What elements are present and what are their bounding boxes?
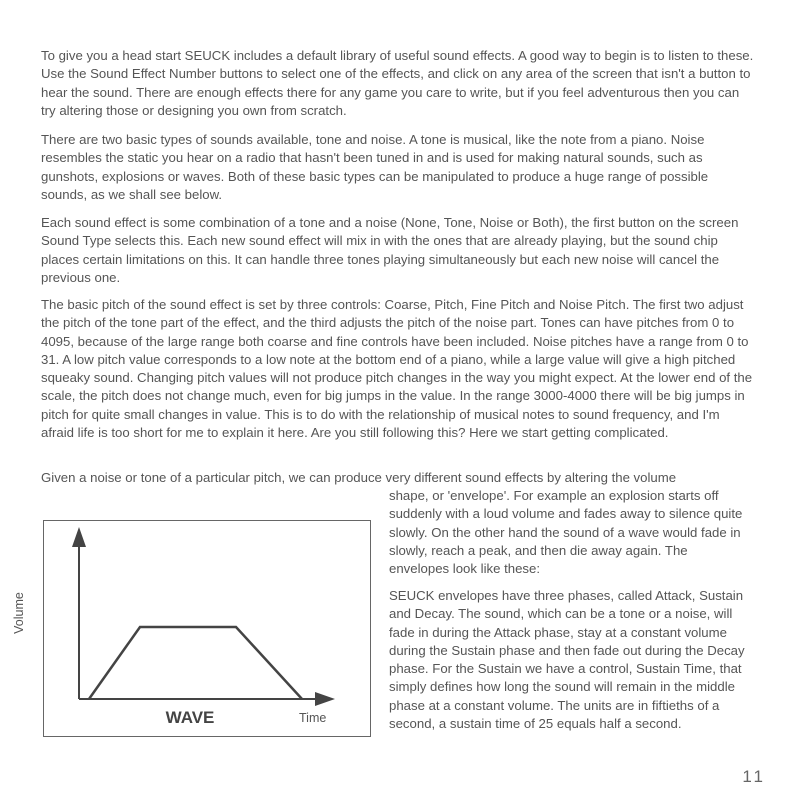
paragraph-envelope-phases: SEUCK envelopes have three phases, called Attack, Sustain and Decay. The sound, which can be a tone or a noise, will fade in during the Attack phase, stay at a constant volume during the Sustain phase and then fade out during the Decay phase. For the Sustain we have a control, Sustain Time, that simply defines how long the sound will remain in the middle phase at a constant volume. The units are in fiftieths of a second, a sustain time of 25 equals half a second.: [389, 588, 745, 732]
paragraph-intro: To give you a head start SEUCK includes a default library of useful sound effects. A good way to begin is to listen to these. Use the Sound Effect Number buttons to select one of the effects, and click on any area of the screen that isn't a button to hear the sound. There are enough effects there for any game you care to write, but if you feel adventurous then you can try altering those or designing you own from scratch.: [41, 48, 754, 118]
paragraph-envelope-rest: shape, or 'envelope'. For example an explosion starts off suddenly with a loud volume and fades away to silence quite slowly. On the other hand the sound of a wave would fade in slowly, reach a peak, and then die away again. The envelopes look like these:: [389, 488, 743, 577]
envelope-diagram-svg: [44, 521, 372, 738]
paragraph-sound-mixing: Each sound effect is some combination of a tone and a noise (None, Tone, Noise or Both), the first button on the screen Sound Type selects this. Each new sound effect will mix in with the ones that are already playing, but the sound chip places certain limitations on this. It can handle three tones playing simultaneously but each new noise will cancel the previous one.: [41, 215, 739, 285]
paragraph-envelope-lead: Given a noise or tone of a particular pitch, we can produce very different sound effects by altering the volume: [41, 470, 677, 485]
envelope-diagram: [43, 520, 371, 737]
paragraph-pitch: The basic pitch of the sound effect is set by three controls: Coarse, Pitch, Fine Pitch and Noise Pitch. The first two adjust the pitch of the tone part of the effect, and the third adjusts the pitch of the noise part. Tones can have pitches from 0 to 4095, because of the large range both coarse and fine controls have been included. Noise pitches have a range from 0 to 31. A low pitch value corresponds to a low note at the bottom end of a piano, while a large value will give a high pitched squeaky sound. Changing pitch values will not produce pitch changes in the way you might expect. At the lower end of the scale, the pitch does not change much, even for big jumps in the value. In the range 3000-4000 there will be big jumps in pitch for quite small changes in value. This is to do with the relationship of musical notes to sound frequency, and I'm afraid life is too short for me to explain it here. Are you still following this? Here we start getting complicated.: [41, 297, 753, 441]
x-axis-label: Time: [299, 711, 327, 725]
y-axis-arrow: [72, 527, 86, 547]
x-axis-arrow: [315, 692, 335, 706]
y-axis-label: Volume: [12, 592, 26, 634]
paragraph-sound-types: There are two basic types of sounds available, tone and noise. A tone is musical, like the note from a piano. Noise resembles the static you hear on a radio that hasn't been tuned in and is used for making natural sounds, such as gunshots, explosions or waves. Both of these basic types can be manipulated to produce a huge range of possible sounds, as we shall see below.: [41, 132, 709, 202]
figure-caption: WAVE: [165, 708, 215, 727]
page-number: 11: [742, 767, 766, 786]
envelope-curve: [89, 627, 302, 699]
